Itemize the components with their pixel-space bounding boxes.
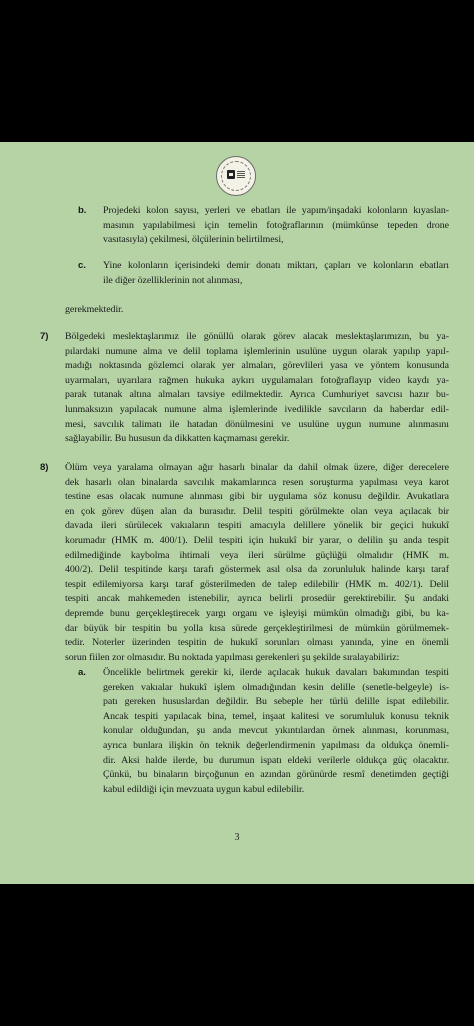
text-line: gerekmektedir. <box>65 304 124 315</box>
paragraph-label: c. <box>78 260 86 271</box>
text-line: mesi, savcılık talimatı ile hatadan dönülmesini ve usulüne uygun numune alınmasını <box>65 418 449 430</box>
text-line: korumadır (HMK m. 400/1). Delil tespiti için hukukî bir yarar, o delilin şu anda tespit <box>65 534 449 546</box>
text-line: depremde bunu gerçekleştirecek yargı organı ve işleyişi mümkün olmadığı gibi, bu ka- <box>65 607 449 619</box>
institution-logo <box>216 156 256 196</box>
text-line: Çünkü, bu binaların birçoğunun en azından görünürde resmî denetimden geçtiği <box>103 769 449 781</box>
text-line: Öncelikle belirtmek gerekir ki, ilerde açılacak hukuk davaları bakımından tespiti <box>103 667 449 678</box>
text-line: tedir. Noterler üzerinden tespitin de hukukî sorunları olması yanında, yine en önemli <box>65 637 449 649</box>
text-line: konular olduğundan, şu anda mevcut yıkıntılardan örnek alınması, korunması, <box>103 725 449 737</box>
paragraph-c <box>78 259 449 288</box>
text-line: ayrıca bunlara ilişkin ön teknik değerlendirmenin yapılması da oldukça önemli- <box>103 739 449 751</box>
text-line: en çok görev düşen alan da burasıdır. Delil tespiti görülmekte olan veya açılacak bir <box>65 505 449 517</box>
text-line: dar büyük bir tespitin bu yolla kısa sürede gerçekleştirilmesi de mümkün görülmemek- <box>65 622 449 634</box>
text-line: dir. Aksi halde ilerde, bu durumun ispatı eldeki verilerle oldukça güç olacaktır. <box>103 754 449 766</box>
text-line: kabul edildiği için mevzuata uygun kabul edilebilir. <box>103 783 305 795</box>
text-line: Projedeki kolon sayısı, yerleri ve ebatları ile yapım/inşadaki kolonların kıyaslan- <box>103 205 449 216</box>
paragraph-label: a. <box>78 667 86 678</box>
paragraph-label: 8) <box>40 462 49 473</box>
text-line: parak tutanak altına almaları tavsiye edilmektedir. Ayrıca Cumhuriyet savcısı hazır bu- <box>65 389 449 401</box>
text-line: masının yapılabilmesi için temelin fotoğraflarının (mümkünse tepeden drone <box>103 219 449 231</box>
paragraph-8 <box>40 461 449 665</box>
text-line: Bölgedeki meslektaşlarımız ile gönüllü olarak görev alacak meslektaşlarımızın, bu ya- <box>65 331 449 342</box>
text-line: pılardaki numune alma ve delil toplama işlemlerinin usulüne uygun olarak yapılıp yapıl- <box>65 345 449 357</box>
text-line: davada ileri sürülecek vakıaların tespiti amacıyla delillere yönelik bir geçici hukukî <box>65 520 449 532</box>
text-line: tespiti ancak mahkemeden istenebilir, ayrıca belirli prosedür gerektirebilir. Şu andaki <box>65 593 449 605</box>
text-line: edilmediğinde kaybolma ihtimali veya ileri sürülme güçlüğü olmalıdır (HMK m. <box>65 549 449 561</box>
text-line: testine esas olacak numune alınması gibi bir uygulama söz konusu değildir. Avukatlara <box>65 491 449 503</box>
paragraph-a <box>78 666 449 797</box>
text-line: sağlayabilir. Bu hususun da dikkatten kaçmaması gerekir. <box>65 433 290 445</box>
text-line: lunmaksızın yapılacak numune alma işlemlerinde ivedilikle savcıların da haberdar edil- <box>65 403 449 415</box>
paragraph-gerek <box>65 303 365 318</box>
text-line: madığı noktasında gözlemci olarak yer almaları, görevlileri yasa ve yöntem konusunda <box>65 360 449 372</box>
paragraph-label: b. <box>78 205 87 216</box>
text-line: sorun fiilen zor olmasıdır. Bu noktada yapılması gerekenleri şu şekilde sıralayabiliriz: <box>65 651 400 663</box>
paragraph-label: 7) <box>40 331 49 342</box>
text-line: 400/2). Delil tespitinde karşı tarafı göstermek asıl olsa da zorunluluk halinde karşı taraf <box>65 564 449 576</box>
document-page <box>0 142 474 884</box>
text-line: Ancak tespiti yapılacak bina, temel, inşaat kalitesi ve sorumluluk konusu teknik <box>103 710 449 722</box>
text-line: ile diğer özelliklerinin not alınması, <box>103 274 243 286</box>
text-line: Ölüm veya yaralama olmayan ağır hasarlı binalar da dahil olmak üzere, diğer derecelere <box>65 462 449 473</box>
paragraph-b <box>78 204 449 248</box>
text-line: gereken vakıalar hukukî işlem olmadığından kesin delille (senetle-belgeyle) is- <box>103 681 449 693</box>
text-line: tespit edilemiyorsa karşı taraf gösterilmeden de talep edilebilir (HMK m. 402/1). Delil <box>65 578 449 590</box>
text-line: Yine kolonların içerisindeki demir donatı miktarı, çapları ve kolonların ebatları <box>103 260 449 271</box>
text-line: vasıtasıyla) çekilmesi, ölçülerinin belirtilmesi, <box>103 234 284 246</box>
paragraph-7 <box>40 330 449 447</box>
page-number: 3 <box>234 832 240 843</box>
text-line: dek hasarlı olan binalarda savcılık makamlarınca resen soruşturma yapılması veya karot <box>65 476 449 488</box>
text-line: uyarmaları, uyarılara rağmen hukuka aykırı uygulamaları fotoğraflayıp video kaydı ya- <box>65 374 449 386</box>
text-line: patı gereken hususlardan değildir. Bu sebeple her türlü delille ispat edilebilir. <box>103 696 449 708</box>
